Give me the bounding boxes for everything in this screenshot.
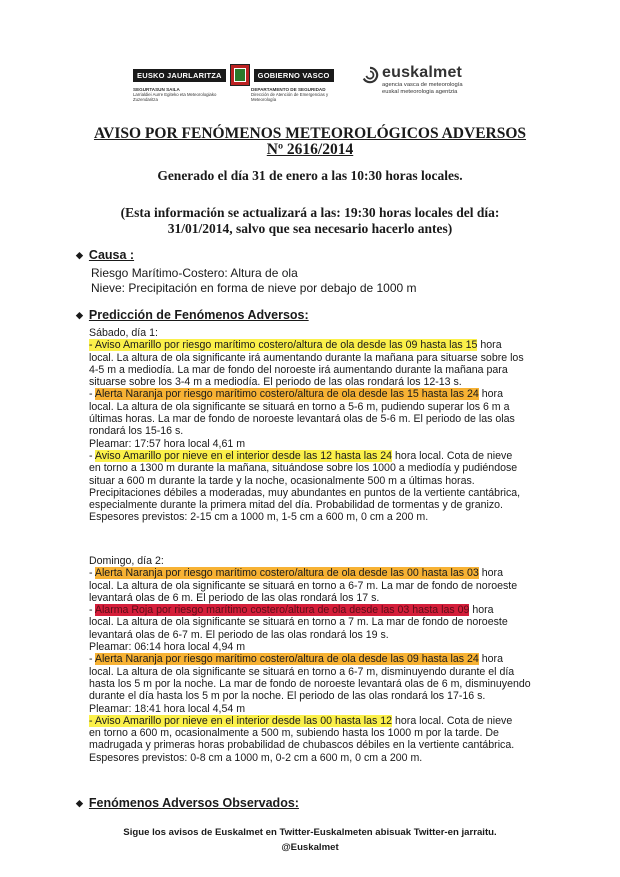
- sub-right-title: DEPARTAMENTO DE SEGURIDAD: [251, 87, 326, 92]
- euskalmet-sub2: euskal meteorologia agentzia: [382, 89, 458, 95]
- coat-of-arms-icon: [230, 64, 250, 86]
- gobierno-vasco-logo: [133, 64, 341, 102]
- warning-text: en torno a 600 m, ocasionalmente a 500 m, subiendo hasta los 1000 m por la tarde. De madrugada y primeras horas probabilidad de chubascos débiles en la vertiente cantábrica.: [89, 727, 515, 752]
- warning-item: - Aviso Amarillo por nieve en el interior desde las 00 hasta las 12 hora local. Cota de nieve: [89, 714, 513, 727]
- sub-left-title: SEGURTASUN SAILA: [133, 87, 180, 92]
- warning-text: local. La altura de ola significante se situará en torno a 6-7 m. La mar de fondo de noroeste levantará olas de 6 m. El periodo de las olas rondará los 17 s.: [89, 579, 518, 604]
- euskalmet-name: euskalmet: [382, 64, 463, 81]
- causa-heading: ◆ Causa :: [76, 248, 135, 262]
- yellow-warning-highlight: - Aviso Amarillo por nieve en el interior desde las 00 hasta las 12: [89, 714, 393, 727]
- update-note: (Esta información se actualizará a las: 19:30 horas locales del día: 31/01/2014, salvo que sea necesario hacerlo antes): [120, 205, 500, 236]
- causa-text: Riesgo Marítimo-Costero: Altura de ola Nieve: Precipitación en forma de nieve por debajo de 1000 m: [91, 266, 417, 295]
- warning-item: - Alerta Naranja por riesgo marítimo costero/altura de ola desde las 09 hasta las 24 hora: [89, 653, 503, 666]
- footer: [0, 825, 620, 855]
- diamond-bullet-icon: ◆: [76, 250, 83, 260]
- warning-number: Nº 2616/2014: [266, 141, 354, 158]
- sub-right-text: Dirección de Atención de Emergencias y Meteorología: [251, 92, 329, 102]
- warning-text: local. La altura de ola significante irá aumentando durante la mañana para situarse sobre los 4-5 m a mediodía. La mar de fondo del noroeste irá aumentando durante la mañana para situarse sobre los 3-4 m a mediodía. El periodo de las olas rondará los 12-13 s.: [89, 351, 524, 389]
- generated-line: Generado el día 31 de enero a las 10:30 horas locales.: [157, 168, 463, 183]
- logo-sub-left: [133, 87, 223, 102]
- pleamar-line: Pleamar: 18:41 hora local 4,54 m: [89, 702, 246, 715]
- warning-text: local. La altura de ola significante se situará en torno a 5-6 m, pudiendo superar los 6 m a últimas horas. La mar de fondo de noroeste levantará olas de 5-6 m. El periodo de las olas rondará los 15-16 s.: [89, 400, 515, 438]
- warning-text: local. La altura de ola significante se situará en torno a 7 m. La mar de fondo de noroeste levantará olas de 6-7 m. El periodo de las olas rondará los 19 s.: [89, 616, 508, 641]
- diamond-bullet-icon: ◆: [76, 310, 83, 320]
- pleamar-line: Pleamar: 06:14 hora local 4,94 m: [89, 641, 246, 654]
- warning-item: - Aviso Amarillo por riesgo marítimo costero/altura de ola desde las 09 hasta las 15 hora: [89, 339, 502, 352]
- warning-item: - Alerta Naranja por riesgo marítimo costero/altura de ola desde las 00 hasta las 03 hora: [89, 567, 503, 580]
- diamond-bullet-icon: ◆: [76, 798, 83, 808]
- pleamar-line: Pleamar: 17:57 hora local 4,61 m: [89, 437, 246, 450]
- warning-item: - Aviso Amarillo por nieve en el interior desde las 12 hasta las 24 hora local. Cota de nieve: [89, 449, 513, 462]
- espesores-line: Espesores previstos: 2-15 cm a 1000 m, 1-5 cm a 600 m, 0 cm a 200 m.: [89, 511, 429, 524]
- footer-twitter-line: Sigue los avisos de Euskalmet en Twitter-Euskalmeten abisuak Twitter-en jarraitu.: [123, 827, 497, 838]
- euskalmet-spiral-icon: [361, 66, 379, 84]
- espesores-line: Espesores previstos: 0-8 cm a 1000 m, 0-2 cm a 600 m, 0 cm a 200 m.: [89, 751, 423, 764]
- orange-alert-highlight: Alerta Naranja por riesgo marítimo costero/altura de ola desde las 09 hasta las 24: [94, 653, 479, 666]
- logo-sub-right: [251, 87, 341, 102]
- domingo-block: [89, 555, 535, 764]
- observados-heading: ◆ Fenómenos Adversos Observados:: [76, 796, 299, 810]
- prediccion-heading: ◆ Predicción de Fenómenos Adversos:: [76, 308, 309, 322]
- euskalmet-logo: [361, 64, 463, 96]
- orange-alert-highlight: Alerta Naranja por riesgo marítimo costero/altura de ola desde las 15 hasta las 24: [94, 388, 479, 401]
- gobierno-vasco-label: GOBIERNO VASCO: [254, 69, 334, 82]
- eusko-jaurlaritza-label: EUSKO JAURLARITZA: [133, 69, 226, 82]
- page-title: AVISO POR FENÓMENOS METEOROLÓGICOS ADVERSOS: [93, 125, 527, 142]
- sub-left-text: Larrialdiei Aurre Egiteko eta Meteorologiako Zuzendaritza: [133, 92, 217, 102]
- warning-text: en torno a 1300 m durante la mañana, situándose sobre los 1000 a mediodía y pudiéndose situar a 600 m durante la tarde y la noche, ocasionalmente 500 m a últimas horas. Precipitaciones débiles a moderadas, muy abundantes en puntos de la vertiente cantábrica, especialmente durante la primera mitad del día. Probabilidad de tormentas y de granizo.: [89, 462, 521, 512]
- orange-alert-highlight: Alerta Naranja por riesgo marítimo costero/altura de ola desde las 00 hasta las 03: [94, 567, 479, 580]
- euskalmet-sub1: agencia vasca de meteorología: [382, 82, 463, 88]
- day-label: Domingo, día 2:: [89, 555, 164, 567]
- yellow-warning-highlight: Aviso Amarillo por nieve en el interior desde las 12 hasta las 24: [94, 449, 393, 462]
- footer-handle: @Euskalmet: [281, 842, 339, 853]
- warning-text: local. La altura de ola significante se situará en torno a 6-7 m, disminuyendo durante el día hasta los 5 m por la noche. La mar de fondo de noroeste levantará olas de 6 m, disminuyendo durante el día hasta los 5 m por la noche. El periodo de las olas rondará los 17-16 s.: [89, 665, 531, 703]
- warning-item: - Alarma Roja por riesgo marítimo costero/altura de ola desde las 03 hasta las 09 hora: [89, 604, 494, 617]
- day-label: Sábado, día 1:: [89, 327, 158, 339]
- red-alarm-highlight: Alarma Roja por riesgo marítimo costero/altura de ola desde las 03 hasta las 09: [94, 604, 470, 617]
- sabado-block: [89, 327, 535, 524]
- warning-item: - Alerta Naranja por riesgo marítimo costero/altura de ola desde las 15 hasta las 24 hora: [89, 388, 503, 401]
- yellow-warning-highlight: - Aviso Amarillo por riesgo marítimo costero/altura de ola desde las 09 hasta las 15: [89, 339, 478, 352]
